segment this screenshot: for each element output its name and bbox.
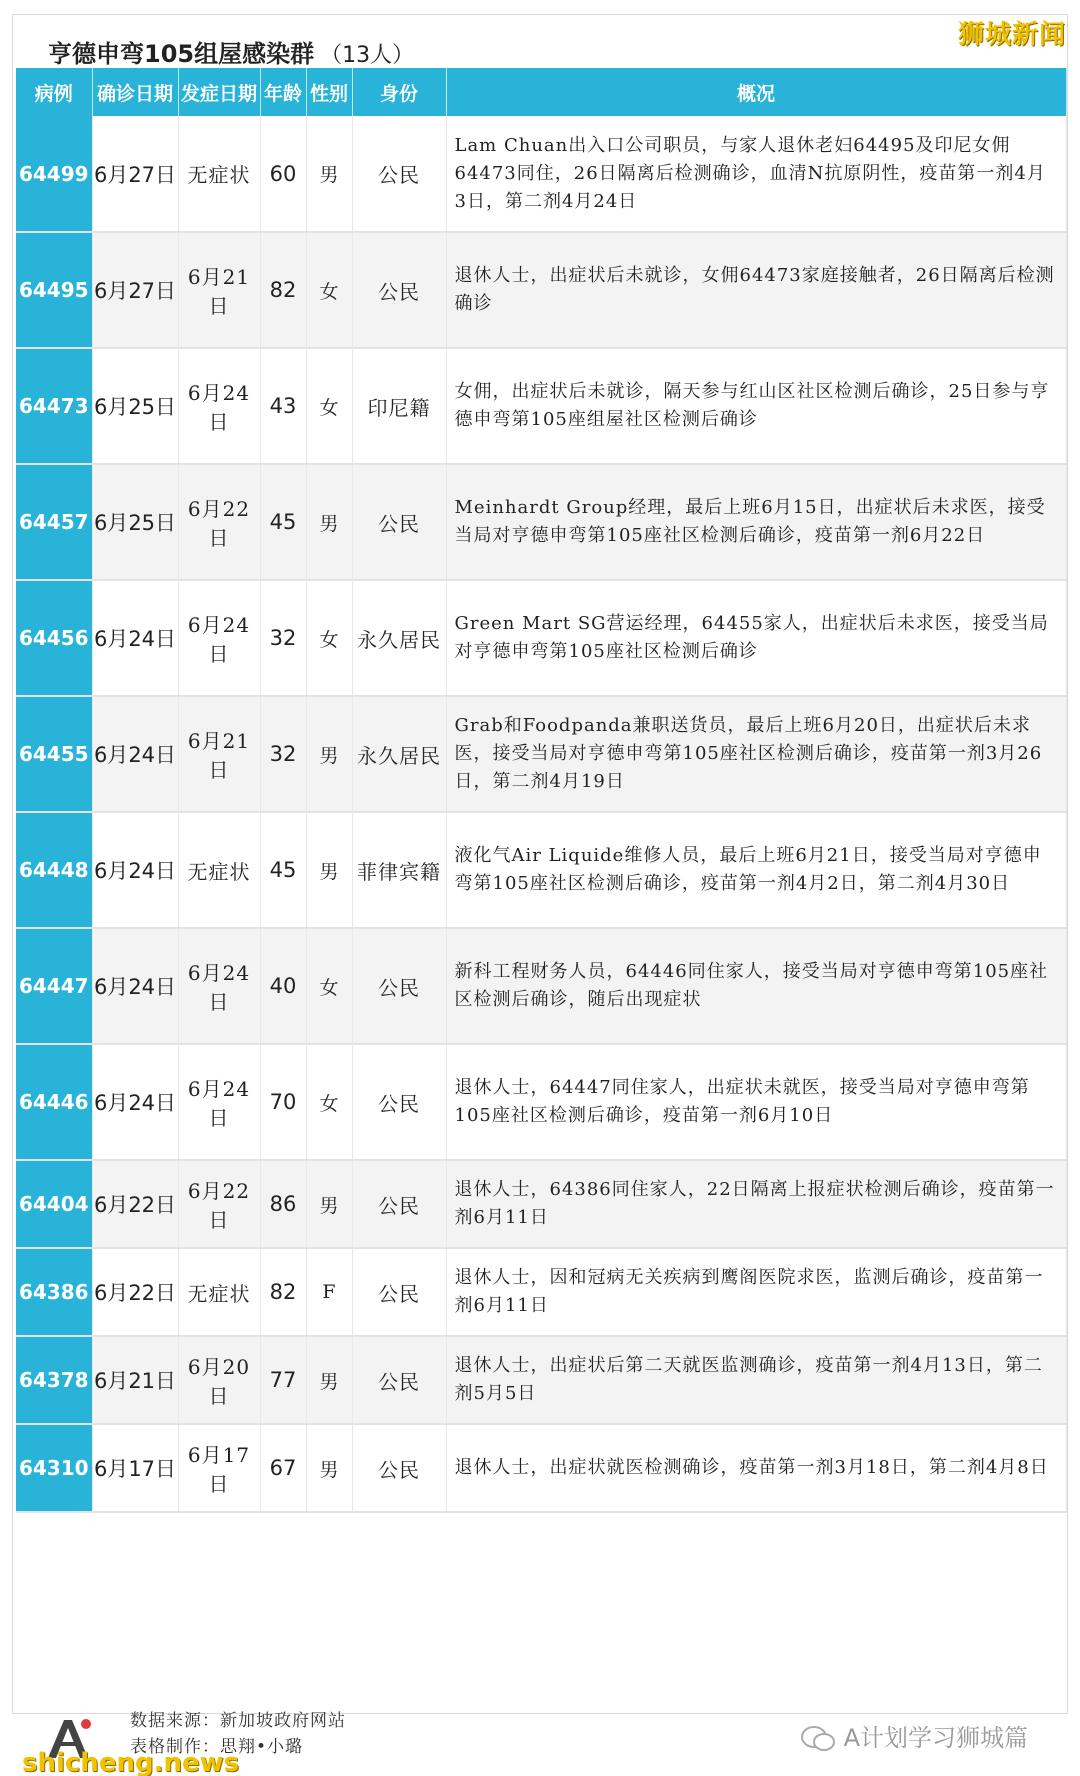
gender-cell: 男 — [306, 116, 352, 232]
onset-date-cell: 6月24日 — [178, 348, 260, 464]
identity-cell: 公民 — [352, 928, 446, 1044]
onset-date-cell: 6月24日 — [178, 580, 260, 696]
identity-cell: 公民 — [352, 464, 446, 580]
site-watermark: shicheng.news — [22, 1748, 240, 1776]
summary-cell: 新科工程财务人员，64446同住家人，接受当局对亨德申弯第105座社区检测后确诊，随后出现症状 — [446, 928, 1066, 1044]
table-row — [16, 464, 1066, 580]
table-row — [16, 348, 1066, 464]
table-row — [16, 1336, 1066, 1424]
age-cell: 43 — [260, 348, 306, 464]
gender-cell: 女 — [306, 928, 352, 1044]
header-confirm-date: 确诊日期 — [92, 68, 178, 116]
age-cell: 45 — [260, 464, 306, 580]
identity-cell: 永久居民 — [352, 580, 446, 696]
gender-cell: 男 — [306, 1424, 352, 1512]
onset-date-cell: 6月21日 — [178, 696, 260, 812]
header-summary: 概况 — [446, 68, 1066, 116]
identity-cell: 公民 — [352, 1248, 446, 1336]
onset-date-cell: 无症状 — [178, 116, 260, 232]
summary-cell: 退休人士，64386同住家人，22日隔离上报症状检测后确诊，疫苗第一剂6月11日 — [446, 1160, 1066, 1248]
age-cell: 86 — [260, 1160, 306, 1248]
age-cell: 77 — [260, 1336, 306, 1424]
case-cell: 64455 — [16, 696, 92, 812]
gender-cell: 女 — [306, 1044, 352, 1160]
table-row — [16, 696, 1066, 812]
header-identity: 身份 — [352, 68, 446, 116]
table-row — [16, 928, 1066, 1044]
gender-cell: 女 — [306, 580, 352, 696]
summary-cell: 女佣，出症状后未就诊，隔天参与红山区社区检测后确诊，25日参与亨德申弯第105座组屋社区检测后确诊 — [446, 348, 1066, 464]
confirm-date-cell: 6月27日 — [92, 232, 178, 348]
identity-cell: 公民 — [352, 1160, 446, 1248]
confirm-date-cell: 6月21日 — [92, 1336, 178, 1424]
case-cell: 64378 — [16, 1336, 92, 1424]
gender-cell: F — [306, 1248, 352, 1336]
confirm-date-cell: 6月25日 — [92, 464, 178, 580]
identity-cell: 公民 — [352, 1336, 446, 1424]
gender-cell: 男 — [306, 1336, 352, 1424]
case-cell: 64457 — [16, 464, 92, 580]
identity-cell: 公民 — [352, 1424, 446, 1512]
summary-cell: 退休人士，因和冠病无关疾病到鹰阁医院求医，监测后确诊，疫苗第一剂6月11日 — [446, 1248, 1066, 1336]
age-cell: 45 — [260, 812, 306, 928]
case-cell: 64447 — [16, 928, 92, 1044]
brand-logo-text: 狮城新闻 — [957, 20, 1066, 50]
header-case: 病例 — [16, 68, 92, 116]
case-cell: 64499 — [16, 116, 92, 232]
header-gender: 性别 — [306, 68, 352, 116]
onset-date-cell: 无症状 — [178, 812, 260, 928]
table-row — [16, 1044, 1066, 1160]
table-row — [16, 232, 1066, 348]
maker-line: 表格制作：思翔•小璐 — [130, 1737, 304, 1757]
confirm-date-cell: 6月24日 — [92, 1044, 178, 1160]
onset-date-cell: 6月24日 — [178, 928, 260, 1044]
header-age: 年龄 — [260, 68, 306, 116]
onset-date-cell: 6月21日 — [178, 232, 260, 348]
case-cell: 64456 — [16, 580, 92, 696]
age-cell: 82 — [260, 1248, 306, 1336]
case-cell: 64448 — [16, 812, 92, 928]
case-cell: 64386 — [16, 1248, 92, 1336]
table-row — [16, 116, 1066, 232]
case-cell: 64310 — [16, 1424, 92, 1512]
gender-cell: 女 — [306, 232, 352, 348]
age-cell: 32 — [260, 696, 306, 812]
summary-cell: 退休人士，64447同住家人，出症状未就医，接受当局对亨德申弯第105座社区检测后确诊，疫苗第一剂6月10日 — [446, 1044, 1066, 1160]
summary-cell: 退休人士，出症状就医检测确诊，疫苗第一剂3月18日，第二剂4月8日 — [446, 1424, 1066, 1512]
table-row — [16, 1248, 1066, 1336]
table-row — [16, 1160, 1066, 1248]
title-text: 亨德申弯105组屋感染群 — [48, 40, 315, 68]
confirm-date-cell: 6月24日 — [92, 580, 178, 696]
age-cell: 32 — [260, 580, 306, 696]
onset-date-cell: 无症状 — [178, 1248, 260, 1336]
age-cell: 60 — [260, 116, 306, 232]
age-cell: 82 — [260, 232, 306, 348]
age-cell: 70 — [260, 1044, 306, 1160]
age-cell: 67 — [260, 1424, 306, 1512]
summary-cell: 液化气Air Liquide维修人员，最后上班6月21日，接受当局对亨德申弯第105座社区检测后确诊，疫苗第一剂4月2日，第二剂4月30日 — [446, 812, 1066, 928]
table-row — [16, 1424, 1066, 1512]
case-cell: 64473 — [16, 348, 92, 464]
confirm-date-cell: 6月27日 — [92, 116, 178, 232]
gender-cell: 男 — [306, 464, 352, 580]
page-title — [48, 34, 414, 69]
table-row — [16, 812, 1066, 928]
identity-cell: 菲律宾籍 — [352, 812, 446, 928]
onset-date-cell: 6月22日 — [178, 1160, 260, 1248]
summary-cell: Lam Chuan出入口公司职员，与家人退休老妇64495及印尼女佣64473同住，26日隔离后检测确诊，血清N抗原阴性，疫苗第一剂4月3日，第二剂4月24日 — [446, 116, 1066, 232]
case-cell: 64446 — [16, 1044, 92, 1160]
confirm-date-cell: 6月25日 — [92, 348, 178, 464]
confirm-date-cell: 6月17日 — [92, 1424, 178, 1512]
wechat-account — [800, 1718, 1028, 1753]
summary-cell: 退休人士，出症状后未就诊，女佣64473家庭接触者，26日隔离后检测确诊 — [446, 232, 1066, 348]
footer — [12, 1700, 1068, 1776]
confirm-date-cell: 6月22日 — [92, 1160, 178, 1248]
header-onset-date: 发症日期 — [178, 68, 260, 116]
gender-cell: 男 — [306, 812, 352, 928]
source-line: 数据来源：新加坡政府网站 — [130, 1711, 346, 1731]
table-header-row — [16, 68, 1066, 116]
summary-cell: Meinhardt Group经理，最后上班6月15日，出症状后未求医，接受当局对亨德申弯第105座社区检测后确诊，疫苗第一剂6月22日 — [446, 464, 1066, 580]
summary-cell: Green Mart SG营运经理，64455家人，出症状后未求医，接受当局对亨德申弯第105座社区检测后确诊 — [446, 580, 1066, 696]
confirm-date-cell: 6月24日 — [92, 696, 178, 812]
title-count: （13人） — [320, 43, 415, 68]
age-cell: 40 — [260, 928, 306, 1044]
summary-cell: Grab和Foodpanda兼职送货员，最后上班6月20日，出症状后未求医，接受当局对亨德申弯第105座社区检测后确诊，疫苗第一剂3月26日，第二剂4月19日 — [446, 696, 1066, 812]
gender-cell: 男 — [306, 696, 352, 812]
gender-cell: 男 — [306, 1160, 352, 1248]
identity-cell: 永久居民 — [352, 696, 446, 812]
confirm-date-cell: 6月24日 — [92, 812, 178, 928]
onset-date-cell: 6月22日 — [178, 464, 260, 580]
gender-cell: 女 — [306, 348, 352, 464]
confirm-date-cell: 6月24日 — [92, 928, 178, 1044]
identity-cell: 公民 — [352, 116, 446, 232]
table-row — [16, 580, 1066, 696]
wechat-icon — [800, 1725, 836, 1753]
wechat-name: A计划学习狮城篇 — [843, 1724, 1028, 1752]
summary-cell: 退休人士，出症状后第二天就医监测确诊，疫苗第一剂4月13日，第二剂5月5日 — [446, 1336, 1066, 1424]
onset-date-cell: 6月17日 — [178, 1424, 260, 1512]
case-cell: 64404 — [16, 1160, 92, 1248]
confirm-date-cell: 6月22日 — [92, 1248, 178, 1336]
onset-date-cell: 6月20日 — [178, 1336, 260, 1424]
identity-cell: 印尼籍 — [352, 348, 446, 464]
identity-cell: 公民 — [352, 1044, 446, 1160]
cases-table — [16, 68, 1067, 1513]
case-cell: 64495 — [16, 232, 92, 348]
onset-date-cell: 6月24日 — [178, 1044, 260, 1160]
identity-cell: 公民 — [352, 232, 446, 348]
